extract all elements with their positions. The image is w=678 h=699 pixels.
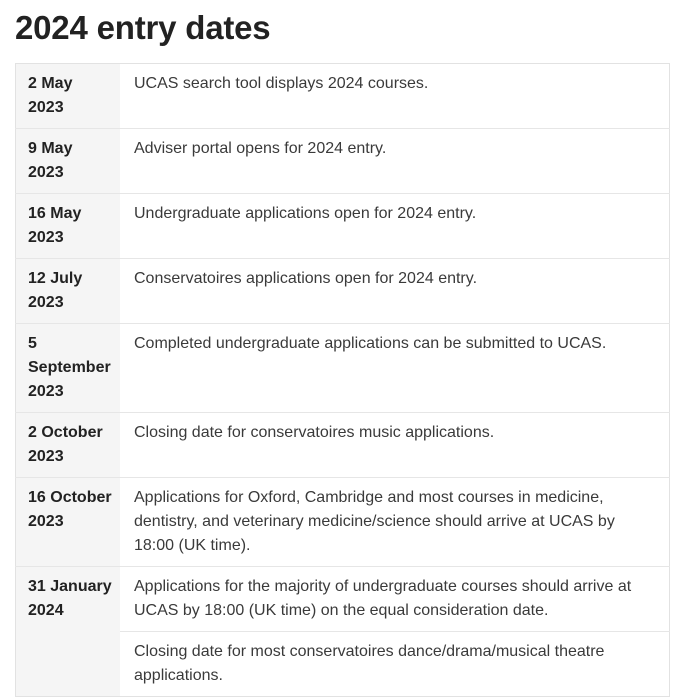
date-cell: 31 January 2024 bbox=[16, 567, 121, 697]
event-cell: Conservatoires applications open for 2024 entry. bbox=[120, 259, 670, 324]
event-cell: Closing date for most conservatoires dance/drama/musical theatre applications. bbox=[120, 632, 670, 697]
date-cell: 9 May 2023 bbox=[16, 129, 121, 194]
event-cell: UCAS search tool displays 2024 courses. bbox=[134, 75, 429, 92]
page-title: 2024 entry dates bbox=[15, 9, 271, 46]
date-cell: 12 July 2023 bbox=[16, 259, 121, 324]
event-cell: Completed undergraduate applications can be submitted to UCAS. bbox=[120, 324, 670, 413]
date-cell: 2 October 2023 bbox=[16, 413, 121, 478]
table-row bbox=[16, 478, 670, 567]
table-row bbox=[16, 567, 670, 632]
date-cell: 16 May 2023 bbox=[16, 194, 121, 259]
date-cell: 16 October 2023 bbox=[16, 478, 121, 567]
event-cell: Applications for Oxford, Cambridge and most courses in medicine, dentistry, and veterinary medicine/science should arrive at UCAS by 18:00 (UK time). bbox=[120, 478, 670, 567]
entry-dates-table bbox=[15, 63, 670, 697]
date-cell: 2 May 2023 bbox=[16, 64, 121, 129]
table-row bbox=[16, 413, 670, 478]
event-cell: Undergraduate applications open for 2024 entry. bbox=[120, 194, 670, 259]
table-row bbox=[16, 324, 670, 413]
table-row bbox=[16, 129, 670, 194]
event-cell: Adviser portal opens for 2024 entry. bbox=[120, 129, 670, 194]
date-cell: 5 September 2023 bbox=[16, 324, 121, 413]
event-cell: Closing date for conservatoires music applications. bbox=[120, 413, 670, 478]
table-row bbox=[16, 194, 670, 259]
table-row bbox=[16, 64, 670, 129]
table-row bbox=[16, 259, 670, 324]
event-cell: Applications for the majority of undergraduate courses should arrive at UCAS by 18:00 (UK time) on the equal consideration date. bbox=[120, 567, 670, 632]
